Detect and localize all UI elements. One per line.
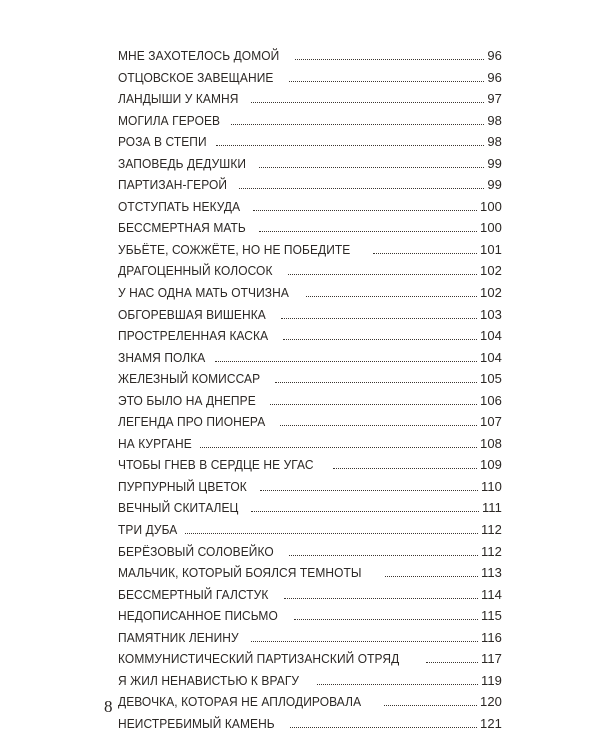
toc-entry-title: ДРАГОЦЕННЫЙ КОЛОСОК — [118, 263, 273, 279]
toc-entry — [118, 541, 502, 563]
toc-entry — [118, 691, 502, 713]
toc-entry-page: 113 — [480, 565, 502, 581]
toc-entry-page: 96 — [487, 69, 502, 85]
toc-entry-page: 100 — [480, 198, 502, 214]
toc-entry-page: 106 — [480, 392, 502, 408]
toc-entry-page: 99 — [487, 155, 502, 171]
dot-leader — [289, 81, 484, 82]
toc-entry-title: БЕССМЕРТНАЯ МАТЬ — [118, 220, 246, 236]
toc-entry-page: 96 — [487, 48, 502, 63]
toc-entry-page: 105 — [480, 371, 502, 387]
dot-leader — [281, 318, 477, 319]
toc-entry-title: ПРОСТРЕЛЕННАЯ КАСКА — [118, 328, 269, 344]
toc-entry — [118, 45, 502, 67]
toc-entry — [118, 584, 502, 606]
toc-entry — [118, 153, 502, 175]
dot-leader — [384, 705, 477, 706]
toc-entry-title: Я ЖИЛ НЕНАВИСТЬЮ К ВРАГУ — [118, 672, 300, 688]
toc-entry — [118, 627, 502, 649]
dot-leader — [251, 102, 484, 103]
toc-entry — [118, 476, 502, 498]
dot-leader — [289, 555, 478, 556]
toc-entry-title: ОТЦОВСКОЕ ЗАВЕЩАНИЕ — [118, 69, 274, 85]
toc-entry-title: НЕИСТРЕБИМЫЙ КАМЕНЬ — [118, 715, 275, 731]
dot-leader — [253, 210, 477, 211]
toc-entry-title: МАЛЬЧИК, КОТОРЫЙ БОЯЛСЯ ТЕМНОТЫ — [118, 565, 362, 581]
dot-leader — [290, 727, 477, 728]
dot-leader — [288, 274, 477, 275]
toc-entry-page: 99 — [487, 177, 502, 193]
toc-entry-page: 108 — [480, 435, 502, 451]
toc-entry — [118, 562, 502, 584]
toc-entry — [118, 433, 502, 455]
toc-entry-title: У НАС ОДНА МАТЬ ОТЧИЗНА — [118, 285, 289, 301]
toc-entry-page: 111 — [481, 500, 502, 516]
toc-entry-page: 110 — [480, 478, 502, 494]
toc-entry — [118, 713, 502, 735]
toc-entry-title: МНЕ ЗАХОТЕЛОСЬ ДОМОЙ — [118, 48, 280, 63]
dot-leader — [215, 361, 477, 362]
toc-entry-page: 104 — [480, 328, 502, 344]
toc-entry-page: 102 — [480, 263, 502, 279]
toc-entry-page: 107 — [480, 414, 502, 430]
dot-leader — [185, 533, 478, 534]
toc-entry-page: 101 — [480, 241, 502, 257]
toc-entry-page: 120 — [480, 694, 502, 710]
toc-entry-page: 98 — [487, 134, 502, 150]
toc-entry — [118, 282, 502, 304]
toc-entry-title: ЭТО БЫЛО НА ДНЕПРЕ — [118, 392, 256, 408]
dot-leader — [251, 641, 478, 642]
toc-entry-title: НЕДОПИСАННОЕ ПИСЬМО — [118, 608, 278, 624]
toc-entry — [118, 196, 502, 218]
toc-entry — [118, 217, 502, 239]
toc-entry-title: КОММУНИСТИЧЕСКИЙ ПАРТИЗАНСКИЙ ОТРЯД — [118, 651, 400, 667]
toc-entry-page: 117 — [480, 651, 502, 667]
toc-entry — [118, 497, 502, 519]
dot-leader — [200, 447, 477, 448]
dot-leader — [216, 145, 484, 146]
toc-entry-title: ТРИ ДУБА — [118, 522, 178, 538]
dot-leader — [283, 339, 477, 340]
toc-entry — [118, 605, 502, 627]
toc-entry-title: ПАРТИЗАН-ГЕРОЙ — [118, 177, 228, 193]
toc-entry — [118, 411, 502, 433]
toc-entry-title: НА КУРГАНЕ — [118, 435, 192, 451]
dot-leader — [270, 404, 477, 405]
toc-entry — [118, 648, 502, 670]
toc-entry — [118, 304, 502, 326]
toc-entry-title: ПУРПУРНЫЙ ЦВЕТОК — [118, 478, 247, 494]
table-of-contents — [118, 45, 502, 735]
toc-entry-page: 98 — [487, 112, 502, 128]
toc-entry-page: 104 — [480, 349, 502, 365]
toc-entry — [118, 368, 502, 390]
toc-entry — [118, 454, 502, 476]
toc-entry-page: 116 — [480, 629, 502, 645]
dot-leader — [239, 188, 485, 189]
dot-leader — [260, 490, 478, 491]
toc-entry-page: 97 — [487, 91, 502, 107]
toc-entry-page: 109 — [480, 457, 502, 473]
toc-entry — [118, 260, 502, 282]
page-number: 8 — [104, 697, 113, 716]
toc-entry — [118, 390, 502, 412]
toc-entry-page: 114 — [480, 586, 502, 602]
toc-entry — [118, 519, 502, 541]
toc-entry — [118, 239, 502, 261]
toc-entry — [118, 174, 502, 196]
toc-entry-title: МОГИЛА ГЕРОЕВ — [118, 112, 221, 128]
dot-leader — [295, 59, 484, 60]
toc-entry-title: ЛАНДЫШИ У КАМНЯ — [118, 91, 239, 107]
toc-entry-title: ЖЕЛЕЗНЫЙ КОМИССАР — [118, 371, 261, 387]
dot-leader — [231, 124, 484, 125]
toc-entry-page: 112 — [480, 543, 502, 559]
dot-leader — [333, 468, 477, 469]
toc-entry-title: УБЬЁТЕ, СОЖЖЁТЕ, НО НЕ ПОБЕДИТЕ — [118, 241, 351, 257]
toc-entry — [118, 670, 502, 692]
toc-entry-page: 103 — [480, 306, 502, 322]
dot-leader — [280, 425, 477, 426]
dot-leader — [317, 684, 478, 685]
toc-entry — [118, 347, 502, 369]
toc-entry-title: БЕРЁЗОВЫЙ СОЛОВЕЙКО — [118, 543, 274, 559]
dot-leader — [259, 167, 484, 168]
toc-entry — [118, 110, 502, 132]
toc-entry-title: ЛЕГЕНДА ПРО ПИОНЕРА — [118, 414, 266, 430]
dot-leader — [385, 576, 478, 577]
toc-entry-page: 121 — [480, 715, 502, 731]
toc-entry-page: 100 — [480, 220, 502, 236]
toc-entry-title: ЗАПОВЕДЬ ДЕДУШКИ — [118, 155, 247, 171]
dot-leader — [259, 231, 477, 232]
toc-entry-title: ДЕВОЧКА, КОТОРАЯ НЕ АПЛОДИРОВАЛА — [118, 694, 362, 710]
toc-entry — [118, 131, 502, 153]
toc-entry-title: ОТСТУПАТЬ НЕКУДА — [118, 198, 241, 214]
dot-leader — [284, 598, 478, 599]
dot-leader — [373, 253, 477, 254]
toc-entry-page: 119 — [480, 672, 502, 688]
toc-entry-title: ВЕЧНЫЙ СКИТАЛЕЦ — [118, 500, 239, 516]
toc-entry-title: РОЗА В СТЕПИ — [118, 134, 207, 150]
toc-entry-page: 115 — [480, 608, 502, 624]
toc-entry-page: 102 — [480, 285, 502, 301]
dot-leader — [275, 382, 477, 383]
toc-entry-page: 112 — [480, 522, 502, 538]
dot-leader — [294, 619, 478, 620]
toc-entry-title: ЧТОБЫ ГНЕВ В СЕРДЦЕ НЕ УГАС — [118, 457, 314, 473]
toc-entry — [118, 88, 502, 110]
toc-entry-title: ПАМЯТНИК ЛЕНИНУ — [118, 629, 239, 645]
toc-entry — [118, 325, 502, 347]
dot-leader — [306, 296, 477, 297]
toc-entry-title: ЗНАМЯ ПОЛКА — [118, 349, 206, 365]
toc-entry-title: БЕССМЕРТНЫЙ ГАЛСТУК — [118, 586, 269, 602]
dot-leader — [426, 662, 478, 663]
toc-entry-title: ОБГОРЕВШАЯ ВИШЕНКА — [118, 306, 266, 322]
dot-leader — [251, 511, 479, 512]
toc-entry — [118, 67, 502, 89]
